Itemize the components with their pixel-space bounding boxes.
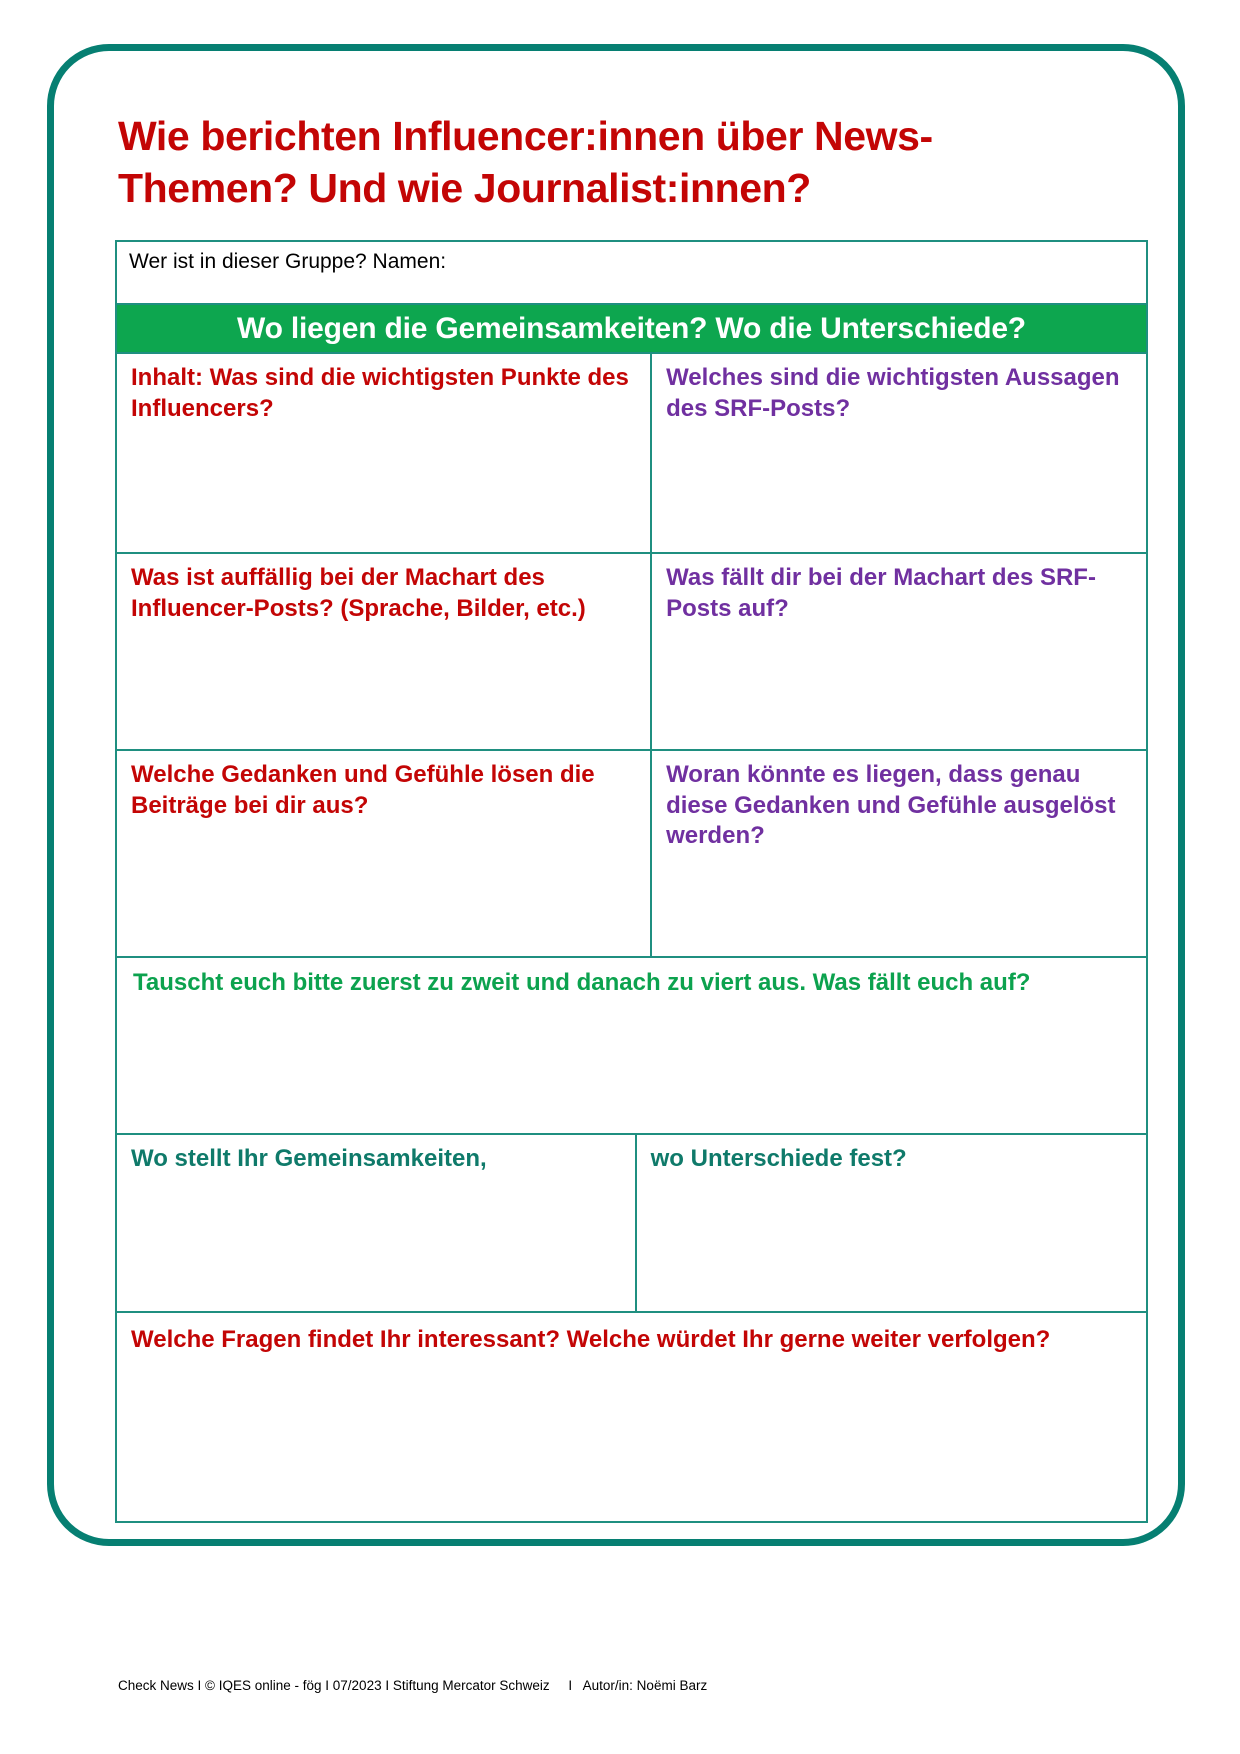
compare-row [117, 1135, 1146, 1313]
group-names-label: Wer ist in dieser Gruppe? Namen: [129, 250, 447, 273]
srf-style-question: Was fällt dir bei der Machart des SRF-Posts auf? [666, 564, 1096, 622]
exchange-instruction-cell [117, 958, 1146, 1135]
group-names-cell [117, 242, 1146, 305]
feelings-question: Welche Gedanken und Gefühle lösen die Beiträge bei dir aus? [117, 751, 652, 956]
exchange-instruction-label: Tauscht euch bitte zuerst zu zweit und danach zu viert aus. Was fällt euch auf? [133, 969, 1031, 996]
worksheet-table [115, 240, 1148, 1523]
interesting-questions-label: Welche Fragen findet Ihr interessant? Welche würdet Ihr gerne weiter verfolgen? [131, 1326, 1051, 1353]
section-header-label: Wo liegen die Gemeinsamkeiten? Wo die Unterschiede? [237, 312, 1026, 345]
page-title-line1: Wie berichten Influencer:innen über News- [118, 113, 933, 160]
influencer-content-question: Inhalt: Was sind die wichtigsten Punkte des Influencers? [117, 354, 652, 552]
footer-credits: Check News I © IQES online - fög I 07/2023 I Stiftung Mercator Schweiz I Autor/in: Noëmi Barz [118, 1678, 708, 1693]
differences-cell: wo Unterschiede fest? [650, 1145, 907, 1172]
section-header-row [117, 305, 1146, 354]
interesting-questions-cell [117, 1313, 1146, 1521]
influencer-style-question: Was ist auffällig bei der Machart des Influencer-Posts? (Sprache, Bilder, etc.) [117, 554, 652, 749]
page-title [118, 111, 1108, 214]
srf-content-question: Welches sind die wichtigsten Aussagen des SRF-Posts? [666, 364, 1120, 422]
style-question-row [117, 554, 1146, 751]
feelings-question-row [117, 751, 1146, 958]
page-title-line2: Themen? Und wie Journalist:innen? [118, 165, 811, 212]
feelings-reason-question: Woran könnte es liegen, dass genau diese Gedanken und Gefühle ausgelöst werden? [666, 761, 1116, 850]
similarities-cell: Wo stellt Ihr Gemeinsamkeiten, [117, 1135, 637, 1311]
content-question-row [117, 354, 1146, 554]
